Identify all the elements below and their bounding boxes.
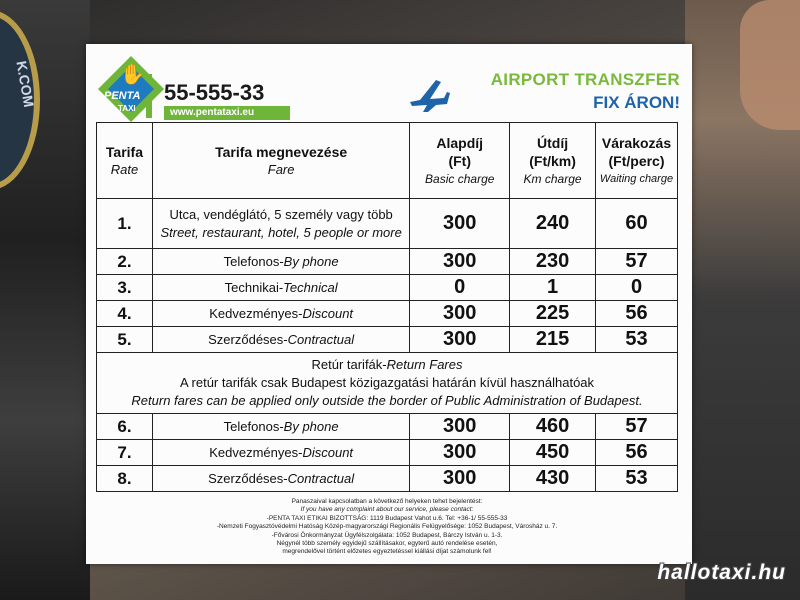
table-row — [97, 301, 678, 327]
header-fare — [152, 123, 409, 199]
fare-name-en: Technical — [283, 279, 338, 295]
fare-name-en: Contractual — [287, 470, 355, 486]
footer-line: Panaszaival kapcsolatban a következő helyeken tehet bejelentést: — [291, 498, 483, 505]
return-line-hu: A retúr tarifák csak Budapest közigazgatási határán kívül használhatóak — [179, 375, 595, 390]
row-fare — [152, 414, 409, 440]
fare-name-hu: Szerződéses- — [208, 331, 288, 347]
logo-url: www.pentataxi.eu — [164, 106, 290, 120]
waiting-charge: 56 — [596, 440, 678, 466]
waiting-charge: 56 — [596, 301, 678, 327]
base-charge: 300 — [410, 414, 510, 440]
waiting-charge: 57 — [596, 414, 678, 440]
return-line-en: Return fares can be applied only outside the border of Public Administration of Budapest. — [131, 393, 643, 408]
fare-name-en: Discount — [302, 305, 354, 321]
waiting-charge: 60 — [596, 199, 678, 249]
header-base-unit: (Ft) — [448, 152, 471, 169]
header-wait-en: Waiting charge — [599, 172, 674, 185]
km-charge: 215 — [510, 327, 596, 353]
header-base-en: Basic charge — [425, 171, 495, 186]
header-km-hu: Útdíj — [537, 134, 569, 151]
fare-name-hu: Szerződéses- — [208, 470, 288, 486]
fare-name-hu: Utca, vendéglátó, 5 személy vagy több — [169, 206, 393, 222]
base-charge: 300 — [410, 466, 510, 492]
row-number: 2. — [97, 249, 153, 275]
waiting-charge: 0 — [596, 275, 678, 301]
base-charge: 300 — [410, 440, 510, 466]
row-number: 6. — [97, 414, 153, 440]
table-header — [97, 123, 678, 199]
row-number: 7. — [97, 440, 153, 466]
base-charge: 0 — [410, 275, 510, 301]
row-fare — [152, 275, 409, 301]
header-wait-unit: (Ft/perc) — [608, 152, 665, 169]
header-rate — [97, 123, 153, 199]
footer-line: -Fővárosi Önkormányzat Ügyfélszolgálata: 1052 Budapest, Bárczy István u. 1-3. — [271, 531, 503, 539]
return-title-hu: Retúr tarifák- — [311, 357, 387, 372]
header-fare-hu: Tarifa megnevezése — [215, 143, 348, 160]
km-charge: 460 — [510, 414, 596, 440]
logo-sub: TAXI — [118, 104, 136, 113]
footer-line: Négynél több személy egyidejű szállításakor, egyterű autó rendelése esetén, — [276, 540, 498, 548]
row-number: 4. — [97, 301, 153, 327]
fare-name-en: By phone — [283, 253, 339, 269]
penta-taxi-logo — [98, 56, 298, 122]
tariff-sign — [86, 44, 692, 564]
sticker-text: K.COM — [13, 59, 38, 109]
km-charge: 430 — [510, 466, 596, 492]
row-number: 3. — [97, 275, 153, 301]
row-fare — [152, 249, 409, 275]
tariff-table — [96, 122, 678, 492]
km-charge: 230 — [510, 249, 596, 275]
return-title-en: Return Fares — [386, 357, 463, 372]
base-charge: 300 — [410, 249, 510, 275]
header-wait — [596, 123, 678, 199]
km-charge: 225 — [510, 301, 596, 327]
row-fare — [152, 301, 409, 327]
fare-name-en: By phone — [283, 418, 339, 434]
fare-name-en: Street, restaurant, hotel, 5 people or more — [160, 224, 402, 240]
header-wait-hu: Várakozás — [601, 134, 672, 151]
background-right — [685, 0, 800, 600]
row-fare — [152, 199, 409, 249]
table-row — [97, 249, 678, 275]
table-row — [97, 275, 678, 301]
header-km-en: Km charge — [523, 171, 582, 186]
complaint-footer — [96, 498, 678, 557]
row-fare — [152, 440, 409, 466]
base-charge: 300 — [410, 327, 510, 353]
row-fare — [152, 327, 409, 353]
reflected-person — [740, 0, 800, 130]
footer-line: -PENTA TAXI ETIKAI BIZOTTSÁG: 1119 Budapest Vahot u.6. Tel: +36-1/ 55-555-33 — [266, 514, 508, 522]
row-number: 8. — [97, 466, 153, 492]
waiting-charge: 57 — [596, 249, 678, 275]
footer-line: megrendelővel történt előzetes egyeztetéssel kiállási díjat számolunk fel! — [282, 548, 492, 556]
waiting-charge: 53 — [596, 327, 678, 353]
header-base — [410, 123, 510, 199]
base-charge: 300 — [410, 199, 510, 249]
fare-name-hu: Kedvezményes- — [209, 444, 303, 460]
header-rate-en: Rate — [110, 161, 139, 177]
row-number: 5. — [97, 327, 153, 353]
header-rate-hu: Tarifa — [105, 143, 144, 160]
header-km — [510, 123, 596, 199]
km-charge: 450 — [510, 440, 596, 466]
header-fare-en: Fare — [267, 161, 295, 177]
fixed-price-title: FIX ÁRON! — [593, 93, 680, 112]
header-km-unit: (Ft/km) — [529, 152, 576, 169]
row-number: 1. — [97, 199, 153, 249]
airport-transfer-title: AIRPORT TRANSZFER — [490, 70, 680, 89]
fare-name-hu: Telefonos- — [223, 253, 284, 269]
table-row — [97, 440, 678, 466]
waiting-charge: 53 — [596, 466, 678, 492]
km-charge: 1 — [510, 275, 596, 301]
table-row — [97, 327, 678, 353]
airplane-icon — [406, 72, 450, 116]
fare-name-hu: Kedvezményes- — [209, 305, 303, 321]
table-row — [97, 414, 678, 440]
watermark: hallotaxi.hu — [657, 561, 786, 584]
fare-name-hu: Technikai- — [224, 279, 284, 295]
footer-line: -Nemzeti Fogyasztóvédelmi Hatóság Közép-magyarországi Regionális Felügyelősége: 1052 Budapest, Városház u. 7. — [216, 523, 558, 531]
return-fares-note — [97, 353, 678, 414]
table-row — [97, 199, 678, 249]
base-charge: 300 — [410, 301, 510, 327]
hand-icon: ✋ — [120, 64, 145, 86]
row-fare — [152, 466, 409, 492]
logo-phone: 55-555-33 — [164, 80, 265, 105]
km-charge: 240 — [510, 199, 596, 249]
return-note-cell — [97, 353, 678, 414]
fare-name-en: Discount — [302, 444, 354, 460]
table-row — [97, 466, 678, 492]
logo-name: PENTA — [104, 90, 141, 102]
fare-name-en: Contractual — [287, 331, 355, 347]
header-base-hu: Alapdíj — [436, 134, 484, 151]
footer-line: If you have any complaint about our service, please contact: — [300, 506, 474, 514]
fare-name-hu: Telefonos- — [223, 418, 284, 434]
